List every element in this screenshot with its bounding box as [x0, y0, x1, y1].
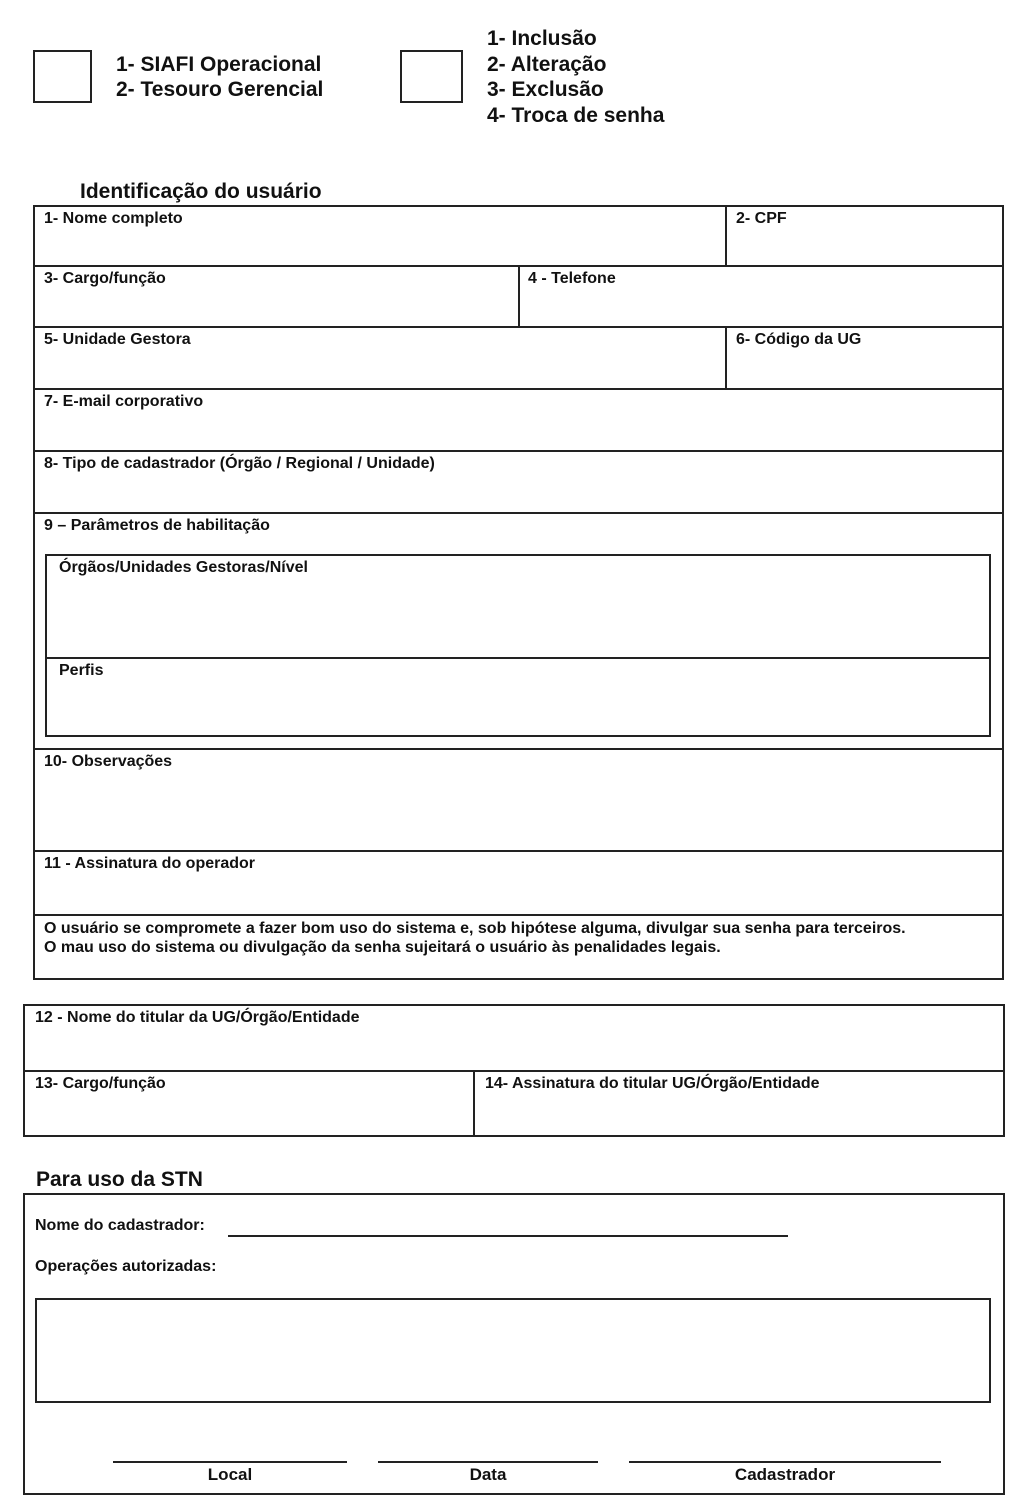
operation-option-3: 3- Exclusão	[487, 78, 604, 101]
user-id-title: Identificação do usuário	[80, 180, 322, 203]
field-telefone[interactable]: 4 - Telefone	[528, 270, 616, 287]
operation-option-2: 2- Alteração	[487, 53, 607, 76]
system-option-1: 1- SIAFI Operacional	[116, 53, 322, 76]
operacoes-box[interactable]	[35, 1298, 991, 1403]
field-operacoes-autorizadas: Operações autorizadas:	[35, 1258, 217, 1275]
operation-option-4: 4- Troca de senha	[487, 104, 665, 127]
data-line[interactable]	[378, 1461, 598, 1463]
local-line[interactable]	[113, 1461, 347, 1463]
field-parametros: 9 – Parâmetros de habilitação	[44, 517, 270, 534]
cadastrador-line[interactable]	[629, 1461, 941, 1463]
user-id-form	[33, 205, 1004, 980]
field-codigo-ug[interactable]: 6- Código da UG	[736, 331, 862, 348]
field-tipo-cadastrador[interactable]: 8- Tipo de cadastrador (Órgão / Regional / Unidade)	[44, 455, 435, 472]
parametros-box	[45, 554, 991, 737]
stn-form	[23, 1193, 1005, 1495]
operation-option-1: 1- Inclusão	[487, 27, 597, 50]
field-observacoes[interactable]: 10- Observações	[44, 753, 173, 770]
field-titular-assinatura[interactable]: 14- Assinatura do titular UG/Órgão/Entidade	[485, 1075, 820, 1092]
field-cargo[interactable]: 3- Cargo/função	[44, 270, 166, 287]
system-checkbox[interactable]	[33, 50, 92, 103]
field-email[interactable]: 7- E-mail corporativo	[44, 393, 204, 410]
operation-checkbox[interactable]	[400, 50, 463, 103]
system-option-2: 2- Tesouro Gerencial	[116, 78, 324, 101]
nome-cadastrador-line[interactable]	[228, 1235, 788, 1237]
disclaimer-line-2: O mau uso do sistema ou divulgação da senha sujeitará o usuário às penalidades legais.	[44, 939, 721, 956]
local-label: Local	[207, 1465, 253, 1484]
field-titular-nome[interactable]: 12 - Nome do titular da UG/Órgão/Entidade	[35, 1009, 360, 1026]
field-assinatura-operador[interactable]: 11 - Assinatura do operador	[44, 855, 256, 872]
field-orgaos[interactable]: Órgãos/Unidades Gestoras/Nível	[59, 559, 308, 576]
field-unidade-gestora[interactable]: 5- Unidade Gestora	[44, 331, 191, 348]
field-titular-cargo[interactable]: 13- Cargo/função	[35, 1075, 166, 1092]
field-nome-completo[interactable]: 1- Nome completo	[44, 210, 183, 227]
field-perfis[interactable]: Perfis	[59, 662, 104, 679]
data-label: Data	[469, 1465, 507, 1484]
titular-form	[23, 1004, 1005, 1137]
stn-title: Para uso da STN	[36, 1168, 203, 1191]
cadastrador-label: Cadastrador	[734, 1465, 836, 1484]
field-cpf[interactable]: 2- CPF	[736, 210, 787, 227]
disclaimer-line-1: O usuário se compromete a fazer bom uso do sistema e, sob hipótese alguma, divulgar sua senha para terceiros.	[44, 920, 906, 937]
field-nome-cadastrador: Nome do cadastrador:	[35, 1217, 205, 1234]
